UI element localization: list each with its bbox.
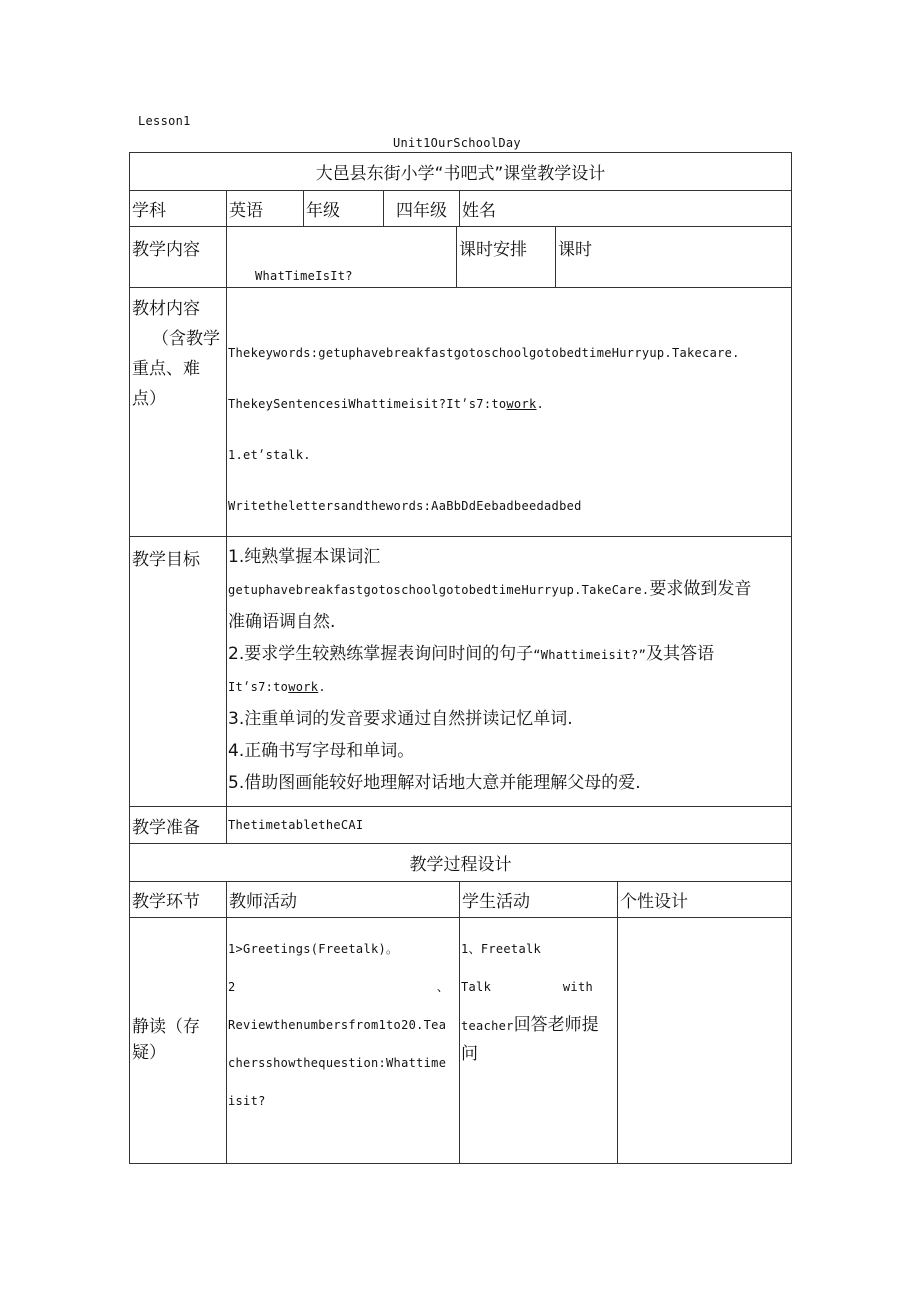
goal-2 — [228, 638, 791, 671]
goal-2-answer — [228, 671, 791, 703]
keywords-line: Thekeywords:getuphavebreakfastgotoschoolgotobedtimeHurryup.Takecare. — [228, 346, 740, 360]
teacher-line: isit? — [228, 1094, 266, 1108]
material-label — [130, 288, 227, 537]
material-content — [227, 288, 792, 537]
underlined-word: work — [506, 397, 537, 411]
schedule-label: 课时安排 — [457, 227, 556, 288]
material-label-line: 点） — [132, 389, 166, 409]
col-personal: 个性设计 — [618, 882, 792, 918]
student-line: 1、Freetalk — [461, 942, 542, 956]
col-stage: 教学环节 — [130, 882, 227, 918]
period-mark: . — [536, 397, 545, 411]
teacher-step-number: 2 — [228, 980, 236, 994]
unit-title: Unit1OurSchoolDay — [393, 136, 521, 150]
student-activity — [460, 918, 618, 1164]
write-letters-line: Writethelettersandthewords:AaBbDdEebadbeedadbed — [228, 499, 582, 513]
goal-1: 1.纯熟掌握本课词汇 — [228, 547, 381, 567]
subject-value: 英语 — [227, 191, 304, 227]
goals-label: 教学目标 — [130, 537, 227, 807]
content-value: WhatTimeIsIt? — [227, 227, 457, 288]
teacher-step-mark: 、 — [436, 980, 449, 994]
goal-1-words-cn: 要求做到发音 — [649, 579, 752, 599]
student-word: with — [562, 980, 593, 994]
subject-label: 学科 — [130, 191, 227, 227]
stage-label-line: 静读（存 — [132, 1017, 200, 1037]
goal-2-period: . — [318, 680, 326, 694]
teacher-line: 1>Greetings(Freetalk)。 — [228, 942, 399, 956]
goal-2-en: “Whattimeisit?” — [533, 648, 647, 662]
goal-2-cn2: 及其答语 — [646, 644, 715, 664]
grade-label: 年级 — [304, 191, 384, 227]
student-line: 问 — [461, 1044, 478, 1064]
goal-1-words — [228, 573, 791, 606]
goal-2-cn: 2.要求学生较熟练掌握表询问时间的句子 — [228, 644, 534, 664]
key-sentences-line — [228, 395, 791, 413]
student-word: Talk — [461, 980, 492, 994]
goal-2-underlined: work — [288, 680, 319, 694]
name-label: 姓名 — [460, 191, 792, 227]
student-answer-text: 回答老师提 — [513, 1015, 599, 1035]
stage-label — [130, 918, 227, 1164]
lesson-plan-table — [129, 152, 792, 1164]
col-student: 学生活动 — [460, 882, 618, 918]
goal-5: 5.借助图画能较好地理解对话地大意并能理解父母的爱. — [228, 773, 641, 793]
lets-talk-line: 1.et׳stalk. — [228, 448, 311, 462]
student-line — [461, 968, 617, 1006]
process-title: 教学过程设计 — [130, 844, 792, 882]
content-label: 教学内容 — [130, 227, 227, 288]
student-teacher-word: teacher — [461, 1019, 514, 1033]
goals-content — [227, 537, 792, 807]
col-teacher: 教师活动 — [227, 882, 460, 918]
teacher-line: Reviewthenumbersfrom1to20.Tea — [228, 1018, 447, 1032]
student-line — [461, 1006, 617, 1045]
lesson-label: Lesson1 — [138, 114, 191, 128]
personal-design — [618, 918, 792, 1164]
key-sentences-text: ThekeySentencesiWhattimeisit?It׳s7:to — [228, 397, 507, 411]
material-label-line: 重点、难 — [132, 359, 200, 379]
teacher-line — [228, 968, 459, 1006]
teacher-line: chersshowthequestion:Whattime — [228, 1056, 447, 1070]
goal-2-answer-text: It׳s7:to — [228, 680, 289, 694]
goal-3: 3.注重单词的发音要求通过自然拼读记忆单词. — [228, 709, 573, 729]
period-label: 课时 — [556, 227, 792, 288]
prep-label: 教学准备 — [130, 807, 227, 844]
goal-1-end: 准确语调自然. — [228, 612, 336, 632]
material-label-line: 教材内容 — [132, 299, 200, 319]
stage-label-line: 疑） — [132, 1043, 166, 1063]
grade-value: 四年级 — [384, 191, 460, 227]
material-label-line: （含教学 — [152, 329, 220, 349]
goal-1-words-en: getuphavebreakfastgotoschoolgotobedtimeHurryup.TakeCare. — [228, 583, 650, 597]
plan-title: 大邑县东街小学“书吧式”课堂教学设计 — [130, 153, 792, 191]
teacher-activity — [227, 918, 460, 1164]
prep-value: ThetimetabletheCAI — [227, 807, 792, 844]
goal-4: 4.正确书写字母和单词。 — [228, 741, 415, 761]
